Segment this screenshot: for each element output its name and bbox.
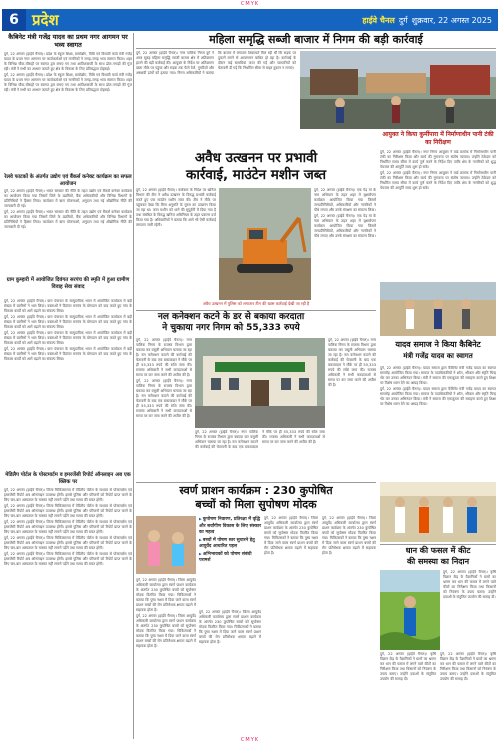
crop-headline-line1: धान की फसल में कीट — [405, 546, 471, 555]
lead-body: दुर्ग, 22 अगस्त (हाईवे चैनल)। नगर पालिक निगम दुर्ग ने आज सुबह महिला समृद्धि सब्जी बाजार क्षेत्र में अतिक्रमण हटाने की बड़ी कार्रवाई की। आयुक्त के निर्देश पर अतिक्रमण दस्ता मौके पर पहुंचा और सड़क तक फैले ठेले, गुमटियों और अस्थायी ढांचों को हटाया गया। निगम अधिकारियों ने बताया कि बाजार में लगातार शिकायतें मिल रही थीं कि सड़क पर दुकानें लगने से आवागमन बाधित हो रहा है। कार्रवाई के दौरान कई सामग्रियां जब्त की गईं और व्यापारियों को चेतावनी दी गई कि निर्धारित सीमा से बाहर दुकान न लगाएं। — [136, 51, 296, 75]
crop-headline-line2: की समस्या का निदान — [406, 557, 470, 566]
top-left-body-2: दुर्ग, 22 अगस्त (हाईवे चैनल)। भारत सरकार की नीति के तहत उद्योग एवं बैंकर्स कनेक्ट कार्यक्रम का आयोजन किया गया जिसमें जिले के उद्यमियों, बैंक अधिकारियों और विभिन्न विभागों के प्रतिनिधियों ने हिस्सा लिया। कार्यक्रम में ऋण योजनाओं, अनुदान तथा नई औद्योगिक नीति की जानकारी दी गई। दुर्ग, 22 अगस्त (हाईवे चैनल)। भारत सरकार की नीति के तहत उद्योग एवं बैंकर्स कनेक्ट कार्यक्रम का आयोजन किया गया जिसमें जिले के उद्यमियों, बैंक अधिकारियों और विभिन्न विभागों के प्रतिनिधियों ने हिस्सा लिया। कार्यक्रम में ऋण योजनाओं, अनुदान तथा नई औद्योगिक नीति की जानकारी दी गई। — [4, 189, 132, 229]
yadav-felicitation-photo — [380, 482, 496, 542]
mining-body: दुर्ग, 22 अगस्त (हाईवे चैनल)। कलेक्टर के निर्देश पर खनिज विभाग की टीम ने अवैध उत्खनन के विरुद्ध प्रभावी कार्रवाई करते हुए एक माउंटेन मशीन जब्त की। टीम ने मौके पर पहुंचकर देखा कि बिना अनुमति के मुरुम का उत्खनन किया जा रहा था। जब्त मशीन को थाने की सुपुर्दगी में दिया गया है तथा संबंधित के विरुद्ध खनिज अधिनियम के तहत प्रकरण दर्ज किया गया है। अधिकारियों ने बताया कि आगे भी ऐसी कार्रवाई लगातार जारी रहेगी। — [136, 188, 216, 227]
top-left-subheadline-4: मेडिलैप पोर्टल के पोस्टमार्टम व इमरजेंसी रिपोर्ट ऑनलाइन अब एक क्लिक पर — [5, 472, 131, 485]
divider — [380, 544, 496, 545]
right-top-headline: आयुक्त ने किया कुर्मीपारा में निर्माणाधीन पानी टंकी का निरीक्षण — [382, 131, 494, 146]
nigam-building-photo — [195, 338, 325, 428]
tap-headline-line1: नल कनेक्शन कटने के डर से बकाया करदाता — [157, 312, 305, 322]
mining-caption: अवैध उत्खनन में पुलिस को लगातार टीम की खास कार्रवाई देखी जा रही है — [202, 301, 310, 306]
cmyk-marker-top: CMYK — [240, 1, 260, 7]
tap-body-3: दुर्ग, 22 अगस्त (हाईवे चैनल)। नगर पालिक निगम के राजस्व विभाग द्वारा बकाया कर वसूली अभियान चलाया जा रहा है। नल कनेक्शन काटने की कार्रवाई की चेतावनी के बाद एक बकायादार ने मौके पर ही 55,333 रुपये की राशि जमा की। राजस्व अधिकारी ने सभी करदाताओं से समय पर कर जमा करने की अपील की है। — [328, 338, 376, 387]
divider — [136, 48, 496, 49]
newspaper-brand: हाईवे चैनल — [362, 15, 395, 25]
yadav-headline-line1-main: यादव समाज ने किया कैबिनेट — [395, 340, 481, 349]
kuposhan-body: दुर्ग, 22 अगस्त (हाईवे चैनल)। जिला आयुर्वेद अधिकारी कार्यालय द्वारा स्वर्ण प्राशन कार्यक्रम के अंतर्गत 230 कुपोषित बच्चों को सुपोषण मोदक वितरित किया गया। चिकित्सकों ने बताया कि पुष्य नक्षत्र में दिया जाने वाला स्वर्ण प्राशन बच्चों की रोग प्रतिरोधक क्षमता बढ़ाने में सहायक होता है। दुर्ग, 22 अगस्त (हाईवे चैनल)। जिला आयुर्वेद अधिकारी कार्यालय द्वारा स्वर्ण प्राशन कार्यक्रम के अंतर्गत 230 कुपोषित बच्चों को सुपोषण मोदक वितरित किया गया। चिकित्सकों ने बताया कि पुष्य नक्षत्र में दिया जाने वाला स्वर्ण प्राशन बच्चों की रोग प्रतिरोधक क्षमता बढ़ाने में सहायक होता है। — [136, 578, 196, 648]
tap-body-2: दुर्ग, 22 अगस्त (हाईवे चैनल)। नगर पालिक निगम के राजस्व विभाग द्वारा बकाया कर वसूली अभियान चलाया जा रहा है। नल कनेक्शन काटने की कार्रवाई की चेतावनी के बाद एक बकायादार ने मौके पर ही 55,333 रुपये की राशि जमा की। राजस्व अधिकारी ने सभी करदाताओं से समय पर कर जमा करने की अपील की है। — [195, 430, 325, 449]
page-header — [2, 9, 498, 31]
children-photo — [136, 516, 196, 574]
top-left-body: दुर्ग, 22 अगस्त (हाईवे चैनल)। प्रदेश के स्कूल शिक्षा, ग्रामोद्योग, विधि एवं विधायी कार्य मंत्री गजेंद्र यादव के प्रथम नगर आगमन पर कार्यकर्ताओं एवं नागरिकों ने जगह-जगह भव्य स्वागत किया। शहर के विभिन्न चौक-चौराहों पर स्वागत द्वार बनाए गए तथा आतिशबाजी के साथ ढोल-नगाड़ों की गूंज रही। मंत्री ने सभी का आभार जताते हुए क्षेत्र के विकास के लिए प्रतिबद्धता दोहराई। दुर्ग, 22 अगस्त (हाईवे चैनल)। प्रदेश के स्कूल शिक्षा, ग्रामोद्योग, विधि एवं विधायी कार्य मंत्री गजेंद्र यादव के प्रथम नगर आगमन पर कार्यकर्ताओं एवं नागरिकों ने जगह-जगह भव्य स्वागत किया। शहर के विभिन्न चौक-चौराहों पर स्वागत द्वार बनाए गए तथा आतिशबाजी के साथ ढोल-नगाड़ों की गूंज रही। मंत्री ने सभी का आभार जताते हुए क्षेत्र के विकास के लिए प्रतिबद्धता दोहराई। — [4, 52, 132, 92]
crop-field-photo — [380, 570, 440, 650]
kuposhan-bullets — [199, 516, 261, 606]
page-number: 6 — [2, 9, 26, 31]
header-city: दुर्ग — [398, 15, 408, 25]
right-top-body: दुर्ग, 22 अगस्त (हाईवे चैनल)। नगर निगम आयुक्त ने वार्ड क्रमांक में निर्माणाधीन पानी टंकी का निरीक्षण किया और कार्य की गुणवत्ता पर संतोष जताया। उन्होंने ठेकेदार को निर्धारित समय सीमा में कार्य पूर्ण करने के निर्देश दिए ताकि क्षेत्र के नागरिकों को शुद्ध पेयजल की आपूर्ति जल्द शुरू हो सके। दुर्ग, 22 अगस्त (हाईवे चैनल)। नगर निगम आयुक्त ने वार्ड क्रमांक में निर्माणाधीन पानी टंकी का निरीक्षण किया और कार्य की गुणवत्ता पर संतोष जताया। उन्होंने ठेकेदार को निर्धारित समय सीमा में कार्य पूर्ण करने के निर्देश दिए ताकि क्षेत्र के नागरिकों को शुद्ध पेयजल की आपूर्ति जल्द शुरू हो सके। — [380, 150, 496, 190]
kuposhan-headline-line1: स्वर्ण प्राशन कार्यक्रम : 230 कुपोषित — [179, 484, 333, 497]
kuposhan-body-2: दुर्ग, 22 अगस्त (हाईवे चैनल)। जिला आयुर्वेद अधिकारी कार्यालय द्वारा स्वर्ण प्राशन कार्यक्रम के अंतर्गत 230 कुपोषित बच्चों को सुपोषण मोदक वितरित किया गया। चिकित्सकों ने बताया कि पुष्य नक्षत्र में दिया जाने वाला स्वर्ण प्राशन बच्चों की रोग प्रतिरोधक क्षमता बढ़ाने में सहायक होता है। — [199, 610, 261, 644]
inspection-photo — [380, 282, 496, 336]
market-photo — [300, 51, 496, 129]
mining-headline-line2: कार्रवाई, माउंटेन मशीन जब्त — [185, 167, 327, 183]
top-left-body-4: दुर्ग, 22 अगस्त (हाईवे चैनल)। जिला चिकित्सालय में मेडिलैप पोर्टल के माध्यम से पोस्टमार्टम एवं इमरजेंसी रिपोर्ट अब ऑनलाइन उपलब्ध होंगी। इससे पुलिस और परिजनों को रिपोर्ट प्राप्त करने के लिए बार-बार अस्पताल के चक्कर नहीं लगाने पड़ेंगे तथा समय की बचत होगी। दुर्ग, 22 अगस्त (हाईवे चैनल)। जिला चिकित्सालय में मेडिलैप पोर्टल के माध्यम से पोस्टमार्टम एवं इमरजेंसी रिपोर्ट अब ऑनलाइन उपलब्ध होंगी। इससे पुलिस और परिजनों को रिपोर्ट प्राप्त करने के लिए बार-बार अस्पताल के चक्कर नहीं लगाने पड़ेंगे तथा समय की बचत होगी। दुर्ग, 22 अगस्त (हाईवे चैनल)। जिला चिकित्सालय में मेडिलैप पोर्टल के माध्यम से पोस्टमार्टम एवं इमरजेंसी रिपोर्ट अब ऑनलाइन उपलब्ध होंगी। इससे पुलिस और परिजनों को रिपोर्ट प्राप्त करने के लिए बार-बार अस्पताल के चक्कर नहीं लगाने पड़ेंगे तथा समय की बचत होगी। दुर्ग, 22 अगस्त (हाईवे चैनल)। जिला चिकित्सालय में मेडिलैप पोर्टल के माध्यम से पोस्टमार्टम एवं इमरजेंसी रिपोर्ट अब ऑनलाइन उपलब्ध होंगी। इससे पुलिस और परिजनों को रिपोर्ट प्राप्त करने के लिए बार-बार अस्पताल के चक्कर नहीं लगाने पड़ेंगे तथा समय की बचत होगी। दुर्ग, 22 अगस्त (हाईवे चैनल)। जिला चिकित्सालय में मेडिलैप पोर्टल के माध्यम से पोस्टमार्टम एवं इमरजेंसी रिपोर्ट अब ऑनलाइन उपलब्ध होंगी। इससे पुलिस और परिजनों को रिपोर्ट प्राप्त करने के लिए बार-बार अस्पताल के चक्कर नहीं लगाने पड़ेंगे तथा समय की बचत होगी। — [4, 488, 132, 566]
bullet-item: ▶ बच्चों में पोषण स्तर सुधारने हेतु आयुर्वेद आधारित पहल — [199, 537, 261, 551]
cmyk-marker-bottom: CMYK — [240, 737, 260, 743]
divider — [136, 482, 376, 483]
top-left-subheadline-2: रेलवे फाटकों के अंतर्गत उद्योग एवं बैंकर्स कनेक्ट कार्यक्रम का सफल आयोजन — [4, 174, 132, 187]
kuposhan-body-3: दुर्ग, 22 अगस्त (हाईवे चैनल)। जिला आयुर्वेद अधिकारी कार्यालय द्वारा स्वर्ण प्राशन कार्यक्रम के अंतर्गत 230 कुपोषित बच्चों को सुपोषण मोदक वितरित किया गया। चिकित्सकों ने बताया कि पुष्य नक्षत्र में दिया जाने वाला स्वर्ण प्राशन बच्चों की रोग प्रतिरोधक क्षमता बढ़ाने में सहायक होता है। दुर्ग, 22 अगस्त (हाईवे चैनल)। जिला आयुर्वेद अधिकारी कार्यालय द्वारा स्वर्ण प्राशन कार्यक्रम के अंतर्गत 230 कुपोषित बच्चों को सुपोषण मोदक वितरित किया गया। चिकित्सकों ने बताया कि पुष्य नक्षत्र में दिया जाने वाला स्वर्ण प्राशन बच्चों की रोग प्रतिरोधक क्षमता बढ़ाने में सहायक होता है। — [264, 516, 376, 555]
top-left-subheadline-3: ग्राम कुम्हारी में आयोजित दिवंगत सरपंच की स्मृति में हुआ ग्रामीण विवाह सेवा संवाद — [6, 277, 130, 290]
header-meta — [362, 15, 492, 26]
kuposhan-headline-line2: बच्चों को मिला सुपोषण मोदक — [195, 498, 317, 511]
top-left-headline: कैबिनेट मंत्री गजेंद्र यादव का प्रथम नगर आगमन पर भव्य स्वागत — [8, 33, 128, 49]
yadav-body: दुर्ग, 22 अगस्त (हाईवे चैनल)। यादव समाज द्वारा कैबिनेट मंत्री गजेंद्र यादव का स्वागत समारोह आयोजित किया गया। समाज के पदाधिकारियों ने शॉल, श्रीफल और स्मृति चिन्ह भेंट कर उनका अभिनंदन किया। मंत्री ने समाज की एकजुटता की सराहना करते हुए शिक्षा पर विशेष ध्यान देने का आग्रह किया। दुर्ग, 22 अगस्त (हाईवे चैनल)। यादव समाज द्वारा कैबिनेट मंत्री गजेंद्र यादव का स्वागत समारोह आयोजित किया गया। समाज के पदाधिकारियों ने शॉल, श्रीफल और स्मृति चिन्ह भेंट कर उनका अभिनंदन किया। मंत्री ने समाज की एकजुटता की सराहना करते हुए शिक्षा पर विशेष ध्यान देने का आग्रह किया। — [380, 366, 496, 406]
section-title: प्रदेश — [32, 11, 59, 29]
crop-body-2: दुर्ग, 22 अगस्त (हाईवे चैनल)। कृषि विज्ञान केंद्र के वैज्ञानिकों ने ग्रामों का भ्रमण कर धान की फसल में लगने वाले कीटों का निरीक्षण किया तथा किसानों को नियंत्रण के उपाय बताए। उन्होंने दवाओं के संतुलित उपयोग की सलाह दी। दुर्ग, 22 अगस्त (हाईवे चैनल)। कृषि विज्ञान केंद्र के वैज्ञानिकों ने ग्रामों का भ्रमण कर धान की फसल में लगने वाले कीटों का निरीक्षण किया तथा किसानों को नियंत्रण के उपाय बताए। उन्होंने दवाओं के संतुलित उपयोग की सलाह दी। — [380, 652, 496, 681]
tree-body: दुर्ग, 22 अगस्त (हाईवे चैनल)। एक पेड़ मां के नाम अभियान के तहत शहर में वृक्षारोपण कार्यक्रम आयोजित किया गया जिसमें जनप्रतिनिधियों, अधिकारियों और नागरिकों ने पौधे लगाए और उनके संरक्षण का संकल्प लिया। दुर्ग, 22 अगस्त (हाईवे चैनल)। एक पेड़ मां के नाम अभियान के तहत शहर में वृक्षारोपण कार्यक्रम आयोजित किया गया जिसमें जनप्रतिनिधियों, अधिकारियों और नागरिकों ने पौधे लगाए और उनके संरक्षण का संकल्प लिया। — [314, 188, 376, 238]
mining-headline-line1: अवैध उत्खनन पर प्रभावी — [194, 150, 318, 166]
excavator-photo — [219, 188, 311, 300]
header-date: शुक्रवार, 22 अगस्त 2025 — [411, 15, 492, 25]
crop-body: दुर्ग, 22 अगस्त (हाईवे चैनल)। कृषि विज्ञान केंद्र के वैज्ञानिकों ने ग्रामों का भ्रमण कर धान की फसल में लगने वाले कीटों का निरीक्षण किया तथा किसानों को नियंत्रण के उपाय बताए। उन्होंने दवाओं के संतुलित उपयोग की सलाह दी। — [443, 570, 496, 599]
tap-body: दुर्ग, 22 अगस्त (हाईवे चैनल)। नगर पालिक निगम के राजस्व विभाग द्वारा बकाया कर वसूली अभियान चलाया जा रहा है। नल कनेक्शन काटने की कार्रवाई की चेतावनी के बाद एक बकायादार ने मौके पर ही 55,333 रुपये की राशि जमा की। राजस्व अधिकारी ने सभी करदाताओं से समय पर कर जमा करने की अपील की है। दुर्ग, 22 अगस्त (हाईवे चैनल)। नगर पालिक निगम के राजस्व विभाग द्वारा बकाया कर वसूली अभियान चलाया जा रहा है। नल कनेक्शन काटने की कार्रवाई की चेतावनी के बाद एक बकायादार ने मौके पर ही 55,333 रुपये की राशि जमा की। राजस्व अधिकारी ने सभी करदाताओं से समय पर कर जमा करने की अपील की है। — [136, 338, 192, 418]
divider — [136, 310, 376, 311]
lead-headline: महिला समृद्धि सब्जी बाजार में निगम की बड़ी कार्रवाई — [209, 33, 423, 46]
bullet-item: ▶ अभिभावकों को पोषण संबंधी परामर्श — [199, 551, 261, 565]
tap-headline-line2: ने चुकाया नगर निगम को 55,333 रुपये — [162, 323, 300, 333]
column-divider — [133, 33, 134, 739]
top-left-body-3: दुर्ग, 22 अगस्त (हाईवे चैनल)। ग्राम पंचायत के सामुदायिक भवन में आयोजित कार्यक्रम में बड़ी संख्या में ग्रामीणों ने भाग लिया। वक्ताओं ने दिवंगत सरपंच के योगदान को याद करते हुए गांव के विकास कार्यों को आगे बढ़ाने का संकल्प लिया। दुर्ग, 22 अगस्त (हाईवे चैनल)। ग्राम पंचायत के सामुदायिक भवन में आयोजित कार्यक्रम में बड़ी संख्या में ग्रामीणों ने भाग लिया। वक्ताओं ने दिवंगत सरपंच के योगदान को याद करते हुए गांव के विकास कार्यों को आगे बढ़ाने का संकल्प लिया। दुर्ग, 22 अगस्त (हाईवे चैनल)। ग्राम पंचायत के सामुदायिक भवन में आयोजित कार्यक्रम में बड़ी संख्या में ग्रामीणों ने भाग लिया। वक्ताओं ने दिवंगत सरपंच के योगदान को याद करते हुए गांव के विकास कार्यों को आगे बढ़ाने का संकल्प लिया। दुर्ग, 22 अगस्त (हाईवे चैनल)। ग्राम पंचायत के सामुदायिक भवन में आयोजित कार्यक्रम में बड़ी संख्या में ग्रामीणों ने भाग लिया। वक्ताओं ने दिवंगत सरपंच के योगदान को याद करते हुए गांव के विकास कार्यों को आगे बढ़ाने का संकल्प लिया। — [4, 299, 132, 361]
bullet-item: ▶ कुपोषण निवारण, प्रतिरक्षा में वृद्धि और सर्वांगीण विकास के लिए संस्कार का महत्व — [199, 516, 261, 537]
yadav-headline-line2: मंत्री गजेंद्र यादव का स्वागत — [403, 352, 473, 360]
